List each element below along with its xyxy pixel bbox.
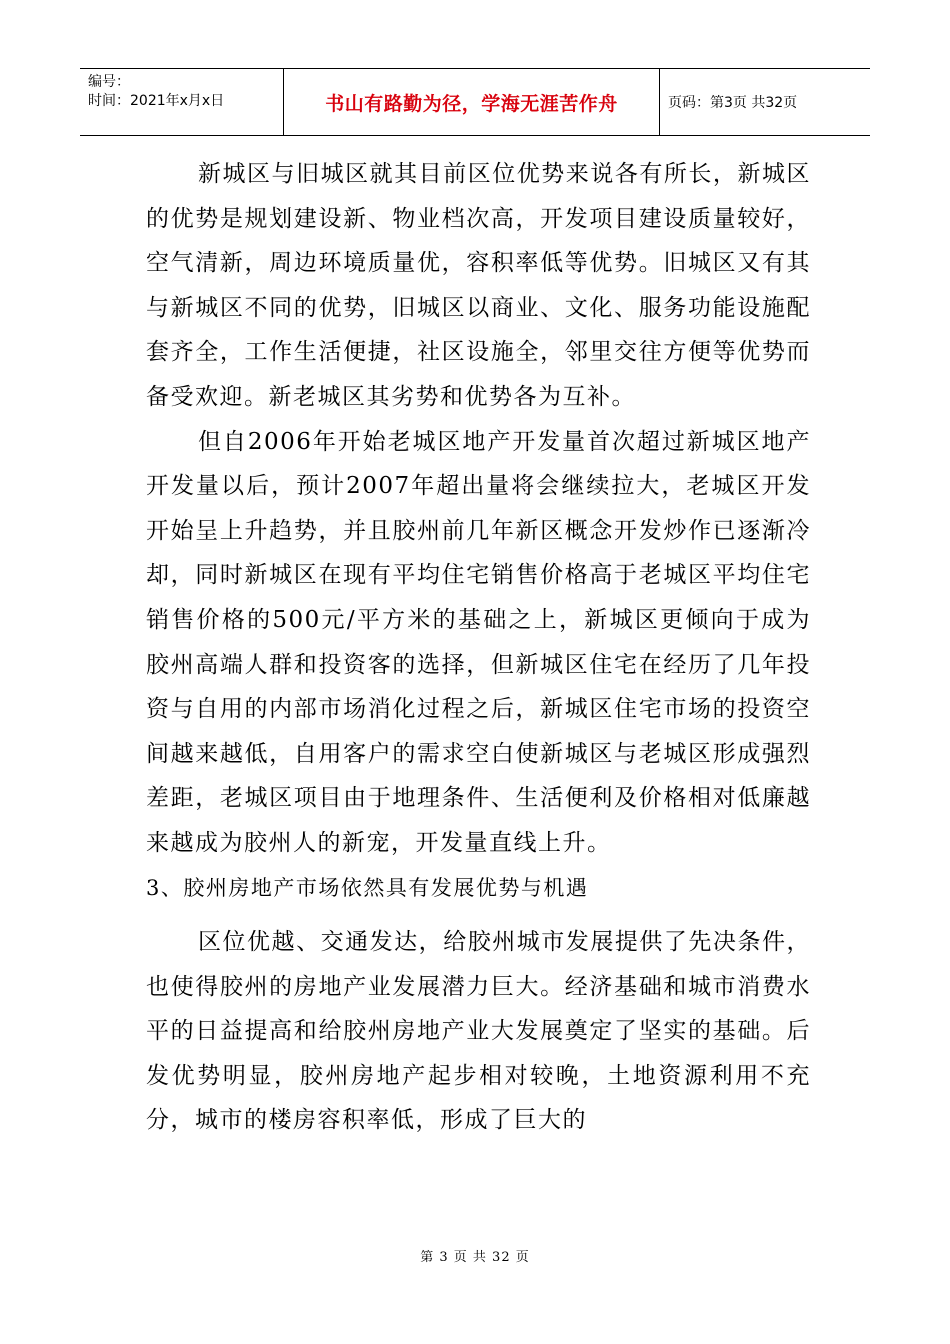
header-page-info: 页码：第3页 共32页 bbox=[668, 95, 798, 111]
page-header bbox=[80, 68, 870, 136]
header-meta bbox=[80, 69, 284, 135]
paragraph-2: 但自2006年开始老城区地产开发量首次超过新城区地产开发量以后，预计2007年超出量将会继续拉大，老城区开发开始呈上升趋势，并且胶州前几年新区概念开发炒作已逐渐冷却，同时新城区在现有平均住宅销售价格高于老城区平均住宅销售价格的500元/平方米的基础之上，新城区更倾向于成为胶州高端人群和投资客的选择，但新城区住宅在经历了几年投资与自用的内部市场消化过程之后，新城区住宅市场的投资空间越来越低，自用客户的需求空白使新城区与老城区形成强烈差距，老城区项目由于地理条件、生活便利及价格相对低廉越来越成为胶州人的新宠，开发量直线上升。 bbox=[146, 428, 811, 856]
paragraph-3: 区位优越、交通发达，给胶州城市发展提供了先决条件，也使得胶州的房地产业发展潜力巨大。经济基础和城市消费水平的日益提高和给胶州房地产业大发展奠定了坚实的基础。后发优势明显，胶州房地产起步相对较晚，土地资源利用不充分，城市的楼房容积率低，形成了巨大的 bbox=[146, 929, 811, 1134]
document-time-label: 时间：2021年x月x日 bbox=[88, 93, 225, 109]
paragraph-1: 新城区与旧城区就其目前区位优势来说各有所长，新城区的优势是规划建设新、物业档次高，开发项目建设质量较好，空气清新，周边环境质量优，容积率低等优势。旧城区又有其与新城区不同的优势，旧城区以商业、文化、服务功能设施配套齐全，工作生活便捷，社区设施全，邻里交往方便等优势而备受欢迎。新老城区其劣势和优势各为互补。 bbox=[146, 161, 811, 410]
document-body bbox=[146, 152, 811, 1143]
document-number-label: 编号： bbox=[88, 74, 130, 90]
page-footer: 第 3 页 共 32 页 bbox=[420, 1250, 530, 1265]
header-motto: 书山有路勤为径，学海无涯苦作舟 bbox=[284, 69, 660, 135]
section-heading: 3、胶州房地产市场依然具有发展优势与机遇 bbox=[146, 875, 589, 900]
